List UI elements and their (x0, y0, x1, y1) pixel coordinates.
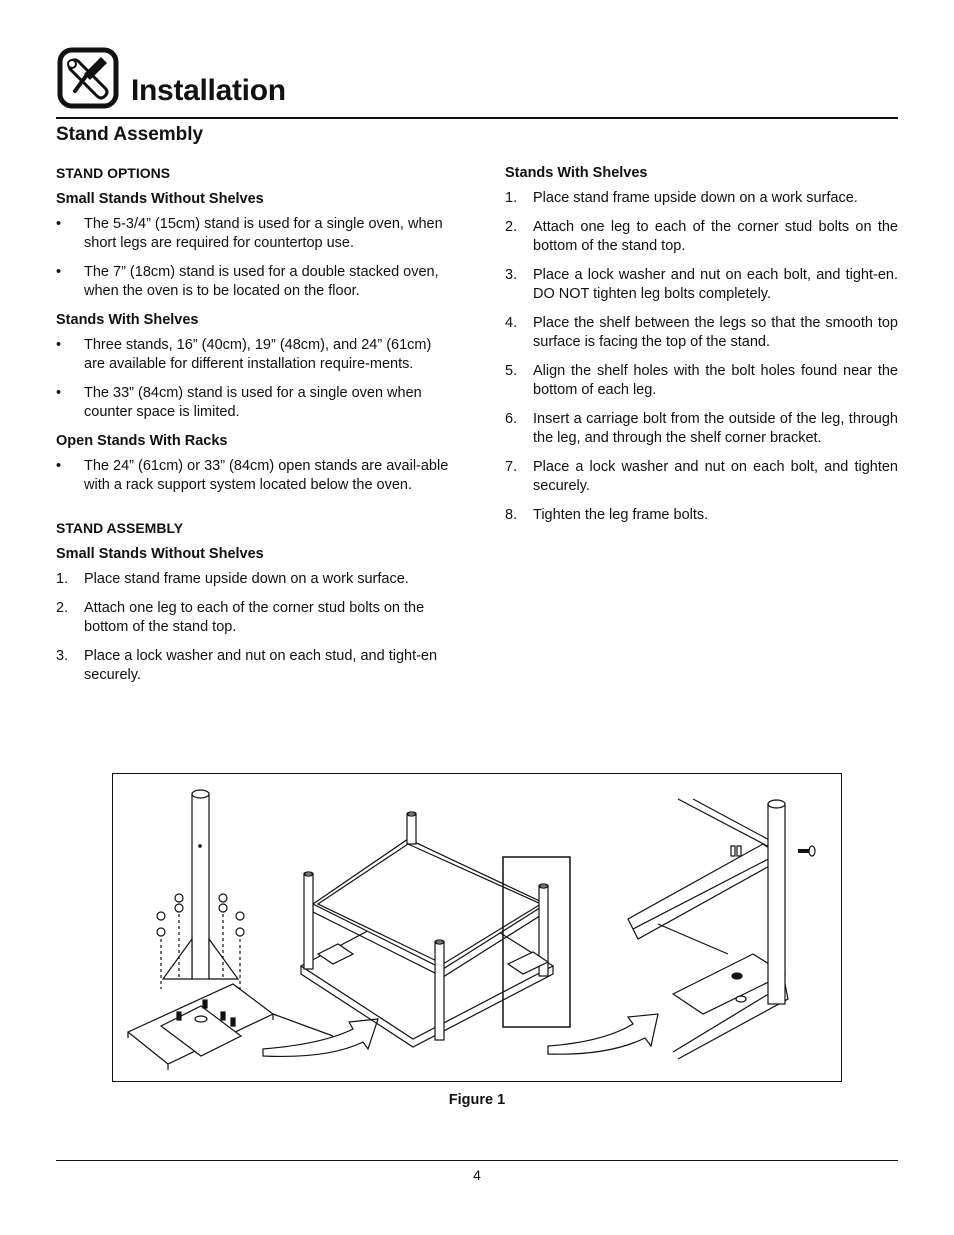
step-item: 5. Align the shelf holes with the bolt holes found near the bottom of each leg. (505, 363, 898, 398)
step-item: 6. Insert a carriage bolt from the outside of the leg, through the leg, and through the shelf corner bracket. (505, 411, 898, 446)
page-title: Installation (131, 74, 286, 107)
stand-assembly-heading: STAND ASSEMBLY (56, 520, 184, 536)
small-stands-heading: Small Stands Without Shelves (56, 191, 264, 207)
bullet: • (56, 216, 62, 232)
bullet: • (56, 337, 62, 353)
step-item: 7. Place a lock washer and nut on each bolt, and tighten securely. (505, 459, 898, 494)
step-item: 2. Attach one leg to each of the corner stud bolts on the bottom of the stand top. (56, 600, 425, 635)
small-stands-list (56, 215, 452, 301)
right-assembly-steps (505, 189, 898, 525)
page-number: 4 (473, 1167, 481, 1183)
leg-attachment-detail (128, 790, 378, 1070)
step-item: 2. Attach one leg to each of the corner stud bolts on the bottom of the stand top. (505, 219, 898, 254)
left-column (56, 164, 452, 695)
step-item: 3. Place a lock washer and nut on each stud, and tight-en securely. (56, 648, 438, 683)
figure-1-illustration (112, 773, 842, 1082)
step-item: 8. Tighten the leg frame bolts. (505, 507, 709, 523)
list-item: • The 33” (84cm) stand is used for a single oven when counter space is limited. (56, 385, 422, 420)
bullet: • (56, 264, 62, 280)
stands-with-shelves-list (56, 336, 452, 422)
list-item: • The 24” (61cm) or 33” (84cm) open stands are avail-able with a rack support system located below the oven. (56, 458, 449, 493)
assembly-small-steps (56, 570, 452, 685)
footer-divider (56, 1160, 898, 1161)
section-title: Stand Assembly (56, 124, 204, 145)
stand-frame-with-shelf (301, 812, 658, 1054)
list-item: • The 7” (18cm) stand is used for a double stacked oven, when the oven is to be located on the floor. (56, 264, 439, 299)
open-stands-list (56, 457, 452, 495)
list-item: • Three stands, 16” (40cm), 19” (48cm), and 24” (61cm) are available for different installation require-ments. (56, 337, 432, 372)
step-item: 4. Place the shelf between the legs so that the smooth top surface is facing the top of the stand. (505, 315, 898, 350)
wrench-screwdriver-icon (57, 47, 119, 109)
step-item: 1. Place stand frame upside down on a work surface. (505, 190, 858, 206)
bullet: • (56, 385, 62, 401)
stands-with-shelves-heading: Stands With Shelves (56, 312, 199, 328)
list-item: • The 5-3/4” (15cm) stand is used for a single oven, when short legs are required for countertop use. (56, 216, 443, 251)
assembly-small-heading: Small Stands Without Shelves (56, 546, 264, 562)
bullet: • (56, 458, 62, 474)
right-column (505, 164, 898, 535)
right-stands-with-shelves-heading: Stands With Shelves (505, 165, 648, 181)
step-item: 1. Place stand frame upside down on a work surface. (56, 571, 409, 587)
figure-caption: Figure 1 (448, 1092, 506, 1108)
title-divider (56, 117, 898, 119)
step-item: 3. Place a lock washer and nut on each bolt, and tight-en. DO NOT tighten leg bolts completely. (505, 267, 898, 302)
open-stands-heading: Open Stands With Racks (56, 433, 228, 449)
stand-options-heading: STAND OPTIONS (56, 165, 171, 181)
